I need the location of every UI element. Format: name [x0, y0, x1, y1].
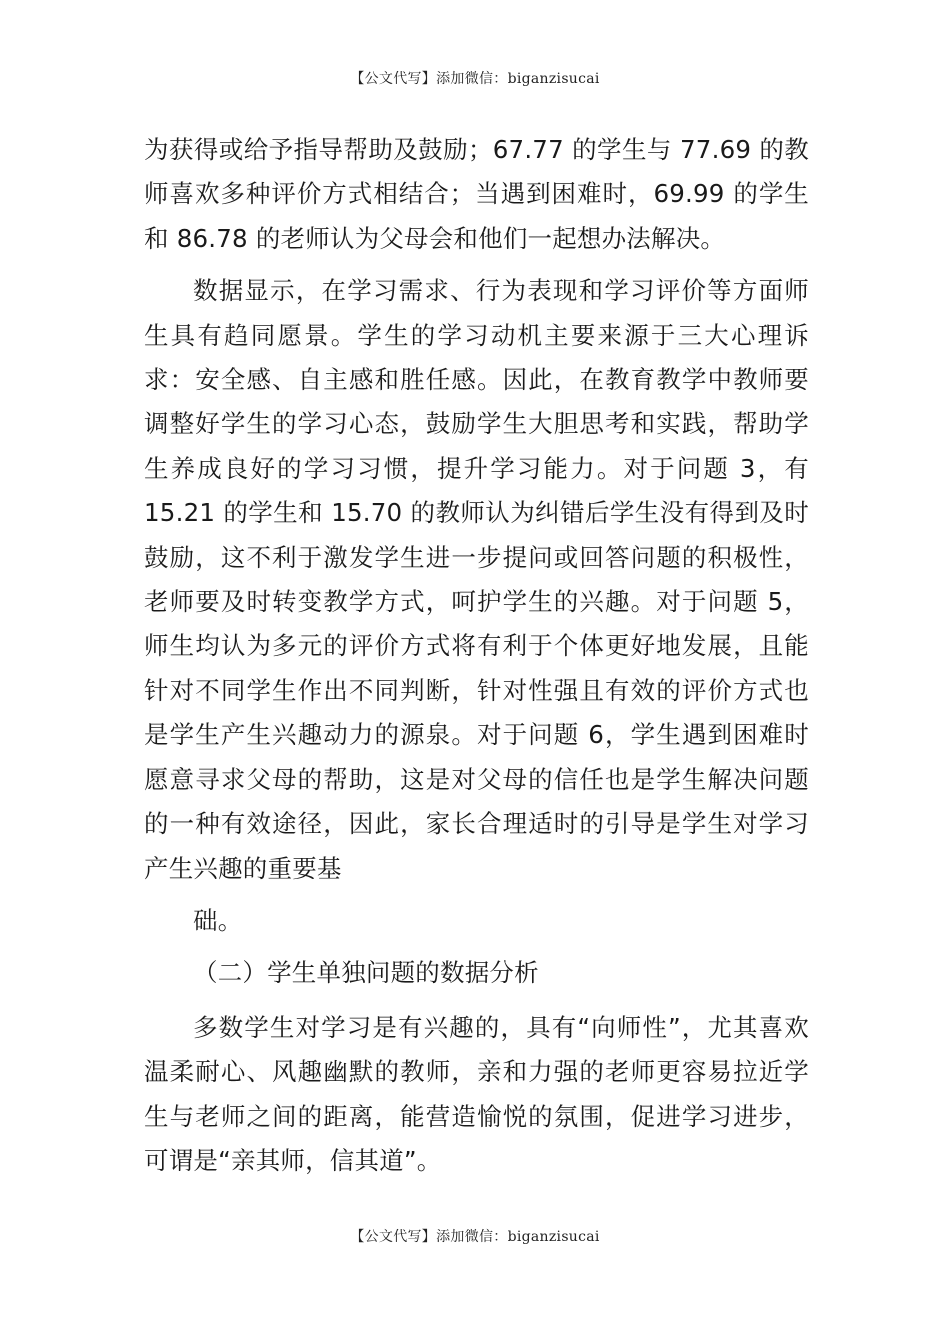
- page-footer: 【公文代写】添加微信：biganzisucai: [350, 1229, 600, 1245]
- paragraph-data-summary: 数据显示，在学习需求、行为表现和学习评价等方面师生具有趋同愿景。学生的学习动机主要来源于三大心理诉求：安全感、自主感和胜任感。因此，在教育教学中教师要调整好学生的学习心态，鼓励学生大胆思考和实践，帮助学生养成良好的学习习惯，提升学习能力。对于问题 3，有 15.21 的学生和 15.70 的教师认为纠错后学生没有得到及时鼓励，这不利于激发学生进一步提问或回答问题的积极性，老师要及时转变教学方式，呵护学生的兴趣。对于问题 5，师生均认为多元的评价方式将有利于个体更好地发展，且能针对不同学生作出不同判断，针对性强且有效的评价方式也是学生产生兴趣动力的源泉。对于问题 6，学生遇到困难时愿意寻求父母的帮助，这是对父母的信任也是学生解决问题的一种有效途径，因此，家长合理适时的引导是学生对学习产生兴趣的重要基: [144, 276, 809, 883]
- paragraph-student-interest: 多数学生对学习是有兴趣的，具有“向师性”，尤其喜欢温柔耐心、风趣幽默的教师，亲和力强的老师更容易拉近学生与老师之间的距离，能营造愉悦的氛围，促进学习进步，可谓是“亲其师，信其道”。: [144, 1012, 809, 1175]
- document-body: [144, 128, 809, 1191]
- page-header: 【公文代写】添加微信：biganzisucai: [350, 71, 600, 87]
- paragraph-fragment: 础。: [193, 905, 243, 935]
- paragraph-continuation: 为获得或给予指导帮助及鼓励；67.77 的学生与 77.69 的教师喜欢多种评价方式相结合；当遇到困难时，69.99 的学生和 86.78 的老师认为父母会和他们一起想办法解决。: [144, 135, 809, 253]
- section-heading: （二）学生单独问题的数据分析: [193, 958, 539, 988]
